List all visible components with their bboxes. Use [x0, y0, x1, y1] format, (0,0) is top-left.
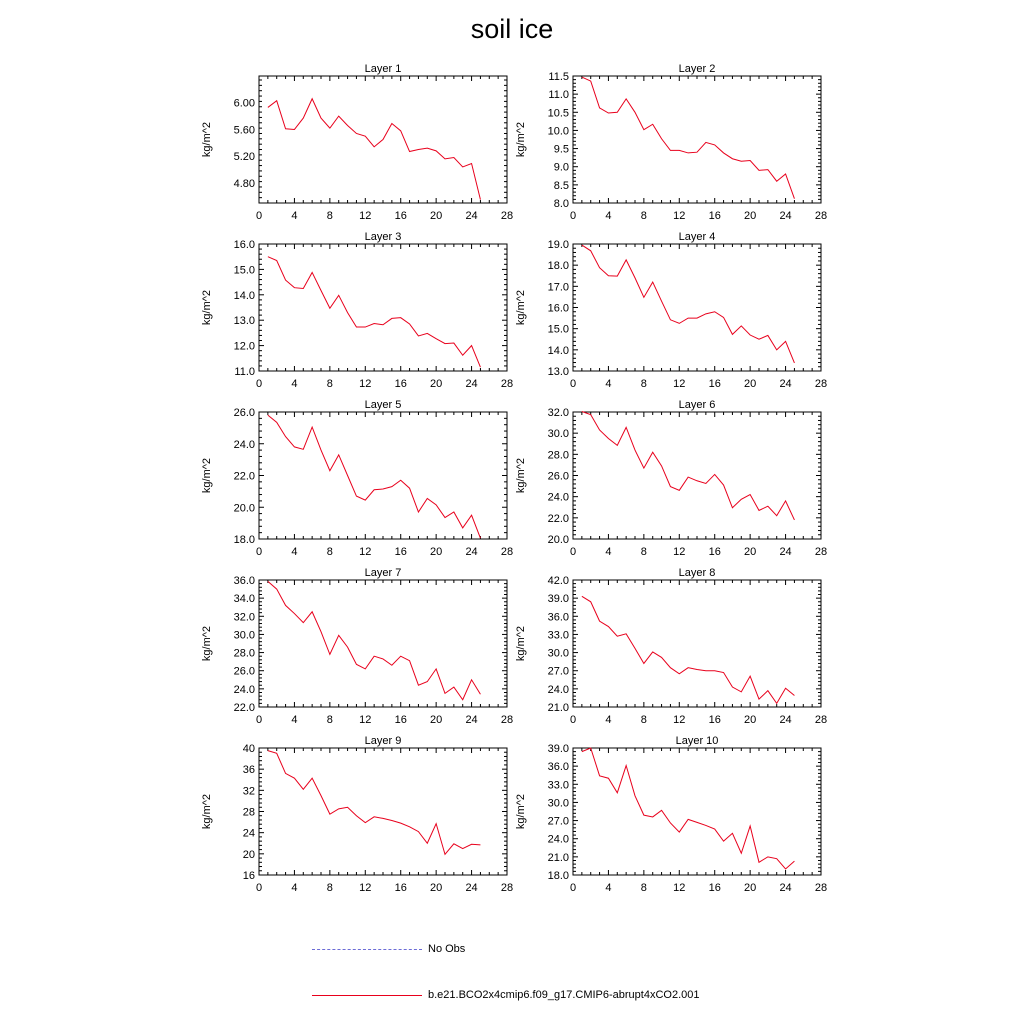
- y-tick-label: 32.0: [547, 407, 569, 419]
- x-tick-label: 12: [673, 882, 686, 894]
- x-tick-label: 0: [569, 546, 577, 558]
- y-tick-label: 26.0: [233, 407, 255, 419]
- y-tick-label: 24.0: [233, 438, 255, 451]
- y-tick-label: 22.0: [547, 512, 569, 525]
- y-tick-label: 19.0: [547, 239, 569, 251]
- x-tick-label: 0: [569, 210, 577, 222]
- layer-panel-4: [515, 231, 827, 390]
- y-tick-label: 24.0: [547, 683, 569, 696]
- x-tick-label: 16: [394, 882, 407, 894]
- y-tick-label: 27.0: [547, 665, 569, 678]
- y-tick-label: 6.00: [233, 97, 255, 110]
- x-tick-label: 8: [326, 882, 333, 894]
- y-tick-label: 20.0: [547, 534, 569, 546]
- x-tick-label: 12: [359, 210, 372, 222]
- legend-obs-swatch: [312, 949, 422, 950]
- legend-model: [312, 989, 700, 1001]
- x-tick-label: 16: [708, 546, 721, 558]
- y-tick-label: 18.0: [547, 260, 569, 273]
- y-tick-label: 32.0: [233, 611, 255, 624]
- x-tick-label: 8: [326, 378, 333, 390]
- y-tick-label: 30.0: [547, 647, 569, 660]
- x-tick-label: 0: [569, 882, 577, 894]
- x-tick-label: 12: [359, 882, 372, 894]
- y-tick-label: 20.0: [233, 502, 255, 515]
- series-line: [582, 245, 795, 363]
- x-tick-label: 20: [430, 210, 443, 222]
- x-tick-label: 20: [430, 378, 443, 390]
- y-axis-label: kg/m^2: [515, 625, 527, 662]
- x-tick-label: 12: [673, 378, 686, 390]
- y-tick-label: 27.0: [547, 815, 569, 828]
- legend-model-swatch: [312, 995, 422, 996]
- series-line: [582, 596, 795, 703]
- x-tick-label: 28: [500, 714, 514, 726]
- plot-frame: [573, 412, 821, 539]
- layer-panel-1: [201, 63, 513, 222]
- y-tick-label: 24: [242, 827, 255, 840]
- x-tick-label: 16: [394, 714, 407, 726]
- x-tick-label: 24: [779, 882, 792, 894]
- y-tick-label: 24.0: [547, 491, 569, 504]
- y-tick-label: 4.80: [233, 177, 255, 190]
- x-tick-label: 4: [291, 882, 298, 894]
- y-tick-label: 16: [242, 870, 255, 882]
- x-tick-label: 24: [465, 546, 478, 558]
- y-tick-label: 18.0: [547, 870, 569, 882]
- y-tick-label: 33.0: [547, 629, 569, 642]
- series-line: [582, 77, 795, 199]
- x-tick-label: 28: [500, 546, 514, 558]
- x-tick-label: 20: [744, 210, 757, 222]
- series-line: [582, 411, 795, 519]
- x-tick-label: 12: [359, 546, 372, 558]
- layer-panel-7: [201, 567, 513, 726]
- x-tick-label: 24: [465, 210, 478, 222]
- x-tick-label: 8: [640, 714, 647, 726]
- y-tick-label: 36.0: [233, 575, 255, 587]
- y-tick-label: 34.0: [233, 593, 255, 606]
- x-tick-label: 28: [500, 882, 514, 894]
- x-tick-label: 0: [569, 378, 577, 390]
- layer-panel-9: [201, 735, 513, 894]
- y-axis-label: kg/m^2: [201, 793, 213, 830]
- x-tick-label: 16: [708, 378, 721, 390]
- y-tick-label: 40: [242, 743, 255, 755]
- y-tick-label: 30.0: [233, 629, 255, 642]
- x-tick-label: 24: [465, 714, 478, 726]
- x-tick-label: 4: [291, 546, 298, 558]
- x-tick-label: 20: [744, 714, 757, 726]
- y-tick-label: 21.0: [547, 851, 569, 864]
- x-tick-label: 28: [500, 210, 514, 222]
- y-tick-label: 10.0: [547, 125, 569, 138]
- series-line: [268, 581, 481, 699]
- y-tick-label: 17.0: [547, 281, 569, 294]
- y-tick-label: 22.0: [233, 702, 255, 714]
- y-tick-label: 42.0: [547, 575, 569, 587]
- plot-frame: [573, 580, 821, 707]
- y-axis-label: kg/m^2: [515, 121, 527, 158]
- x-tick-label: 8: [326, 714, 333, 726]
- y-tick-label: 20: [242, 848, 255, 861]
- layer-panel-10: [515, 735, 827, 894]
- y-tick-label: 16.0: [547, 302, 569, 315]
- y-tick-label: 16.0: [233, 239, 255, 251]
- x-tick-label: 20: [430, 546, 443, 558]
- y-tick-label: 12.0: [233, 340, 255, 353]
- x-tick-label: 24: [779, 546, 792, 558]
- y-tick-label: 13.0: [547, 366, 569, 378]
- legend-obs-label: No Obs: [428, 943, 466, 955]
- figure-title: soil ice: [470, 14, 554, 44]
- x-tick-label: 4: [291, 714, 298, 726]
- y-axis-label: kg/m^2: [201, 121, 213, 158]
- plot-frame: [573, 244, 821, 371]
- panel-title: Layer 6: [678, 399, 716, 411]
- x-tick-label: 28: [814, 546, 828, 558]
- plot-frame: [259, 412, 507, 539]
- series-line: [268, 415, 481, 538]
- x-tick-label: 0: [255, 882, 263, 894]
- y-tick-label: 9.0: [553, 161, 569, 174]
- layer-panel-3: [201, 231, 513, 390]
- x-tick-label: 12: [673, 210, 686, 222]
- x-tick-label: 20: [430, 882, 443, 894]
- x-tick-label: 8: [640, 378, 647, 390]
- y-tick-label: 26.0: [233, 665, 255, 678]
- y-tick-label: 8.0: [553, 198, 569, 210]
- y-tick-label: 14.0: [233, 289, 255, 302]
- panel-title: Layer 8: [678, 567, 716, 579]
- x-tick-label: 28: [814, 714, 828, 726]
- x-tick-label: 16: [708, 714, 721, 726]
- plot-frame: [259, 580, 507, 707]
- y-tick-label: 32: [242, 785, 255, 798]
- x-tick-label: 24: [465, 882, 478, 894]
- x-tick-label: 12: [359, 378, 372, 390]
- y-axis-label: kg/m^2: [201, 289, 213, 326]
- x-tick-label: 4: [605, 210, 612, 222]
- x-tick-label: 0: [255, 714, 263, 726]
- y-tick-label: 5.20: [233, 151, 255, 164]
- y-tick-label: 14.0: [547, 344, 569, 357]
- legend-model-label: b.e21.BCO2x4cmip6.f09_g17.CMIP6-abrupt4xCO2.001: [428, 989, 700, 1001]
- x-tick-label: 8: [640, 210, 647, 222]
- x-tick-label: 8: [326, 546, 333, 558]
- y-axis-label: kg/m^2: [201, 625, 213, 662]
- x-tick-label: 12: [673, 714, 686, 726]
- y-tick-label: 21.0: [547, 702, 569, 714]
- x-tick-label: 24: [779, 210, 792, 222]
- y-tick-label: 11.0: [234, 366, 255, 378]
- y-axis-label: kg/m^2: [201, 457, 213, 494]
- x-tick-label: 28: [500, 378, 514, 390]
- x-tick-label: 0: [255, 378, 263, 390]
- x-tick-label: 8: [640, 882, 647, 894]
- y-tick-label: 39.0: [547, 593, 569, 606]
- panel-title: Layer 3: [364, 231, 402, 243]
- x-tick-label: 20: [744, 546, 757, 558]
- legend-obs: [312, 943, 465, 955]
- panel-title: Layer 9: [364, 735, 402, 747]
- panel-title: Layer 2: [678, 63, 716, 75]
- y-tick-label: 24.0: [233, 683, 255, 696]
- x-tick-label: 24: [779, 714, 792, 726]
- y-tick-label: 26.0: [547, 470, 569, 483]
- y-tick-label: 10.5: [547, 107, 569, 120]
- panel-title: Layer 1: [364, 63, 402, 75]
- layer-panel-6: [515, 399, 827, 558]
- x-tick-label: 24: [779, 378, 792, 390]
- x-tick-label: 12: [359, 714, 372, 726]
- y-axis-label: kg/m^2: [515, 793, 527, 830]
- panel-title: Layer 7: [364, 567, 402, 579]
- x-tick-label: 4: [291, 378, 298, 390]
- y-tick-label: 15.0: [233, 264, 255, 277]
- series-line: [268, 257, 481, 367]
- x-tick-label: 4: [605, 882, 612, 894]
- y-tick-label: 15.0: [547, 323, 569, 336]
- plot-frame: [259, 748, 507, 875]
- y-tick-label: 9.5: [553, 143, 569, 156]
- y-tick-label: 24.0: [547, 833, 569, 846]
- x-tick-label: 4: [291, 210, 298, 222]
- panel-title: Layer 5: [364, 399, 402, 411]
- x-tick-label: 4: [605, 546, 612, 558]
- y-tick-label: 33.0: [547, 779, 569, 792]
- series-line: [268, 99, 481, 200]
- x-tick-label: 20: [430, 714, 443, 726]
- x-tick-label: 24: [465, 378, 478, 390]
- layer-panel-5: [201, 399, 513, 558]
- y-tick-label: 30.0: [547, 797, 569, 810]
- y-tick-label: 22.0: [233, 470, 255, 483]
- y-tick-label: 36.0: [547, 611, 569, 624]
- layer-panel-2: [515, 63, 827, 222]
- x-tick-label: 0: [569, 714, 577, 726]
- x-tick-label: 16: [394, 546, 407, 558]
- series-line: [582, 748, 795, 869]
- y-tick-label: 11.0: [548, 89, 569, 102]
- x-tick-label: 4: [605, 714, 612, 726]
- x-tick-label: 28: [814, 882, 828, 894]
- x-tick-label: 16: [708, 210, 721, 222]
- y-tick-label: 30.0: [547, 428, 569, 441]
- x-tick-label: 16: [708, 882, 721, 894]
- layer-panel-8: [515, 567, 827, 726]
- x-tick-label: 28: [814, 210, 828, 222]
- y-tick-label: 39.0: [547, 743, 569, 755]
- x-tick-label: 12: [673, 546, 686, 558]
- y-tick-label: 18.0: [233, 534, 255, 546]
- x-tick-label: 0: [255, 546, 263, 558]
- y-tick-label: 13.0: [233, 315, 255, 328]
- x-tick-label: 16: [394, 210, 407, 222]
- y-axis-label: kg/m^2: [515, 289, 527, 326]
- x-tick-label: 4: [605, 378, 612, 390]
- y-tick-label: 28.0: [233, 647, 255, 660]
- y-axis-label: kg/m^2: [515, 457, 527, 494]
- x-tick-label: 0: [255, 210, 263, 222]
- plot-frame: [573, 76, 821, 203]
- plot-frame: [573, 748, 821, 875]
- y-tick-label: 5.60: [233, 124, 255, 137]
- y-tick-label: 36.0: [547, 761, 569, 774]
- panel-title: Layer 4: [678, 231, 716, 243]
- y-tick-label: 11.5: [548, 71, 569, 83]
- x-tick-label: 28: [814, 378, 828, 390]
- x-tick-label: 20: [744, 378, 757, 390]
- x-tick-label: 20: [744, 882, 757, 894]
- x-tick-label: 16: [394, 378, 407, 390]
- x-tick-label: 8: [640, 546, 647, 558]
- y-tick-label: 36: [242, 764, 255, 777]
- series-line: [268, 751, 481, 855]
- y-tick-label: 28.0: [547, 449, 569, 462]
- x-tick-label: 8: [326, 210, 333, 222]
- plot-frame: [259, 244, 507, 371]
- panel-title: Layer 10: [675, 735, 719, 747]
- y-tick-label: 8.5: [553, 179, 569, 192]
- y-tick-label: 28: [242, 806, 255, 819]
